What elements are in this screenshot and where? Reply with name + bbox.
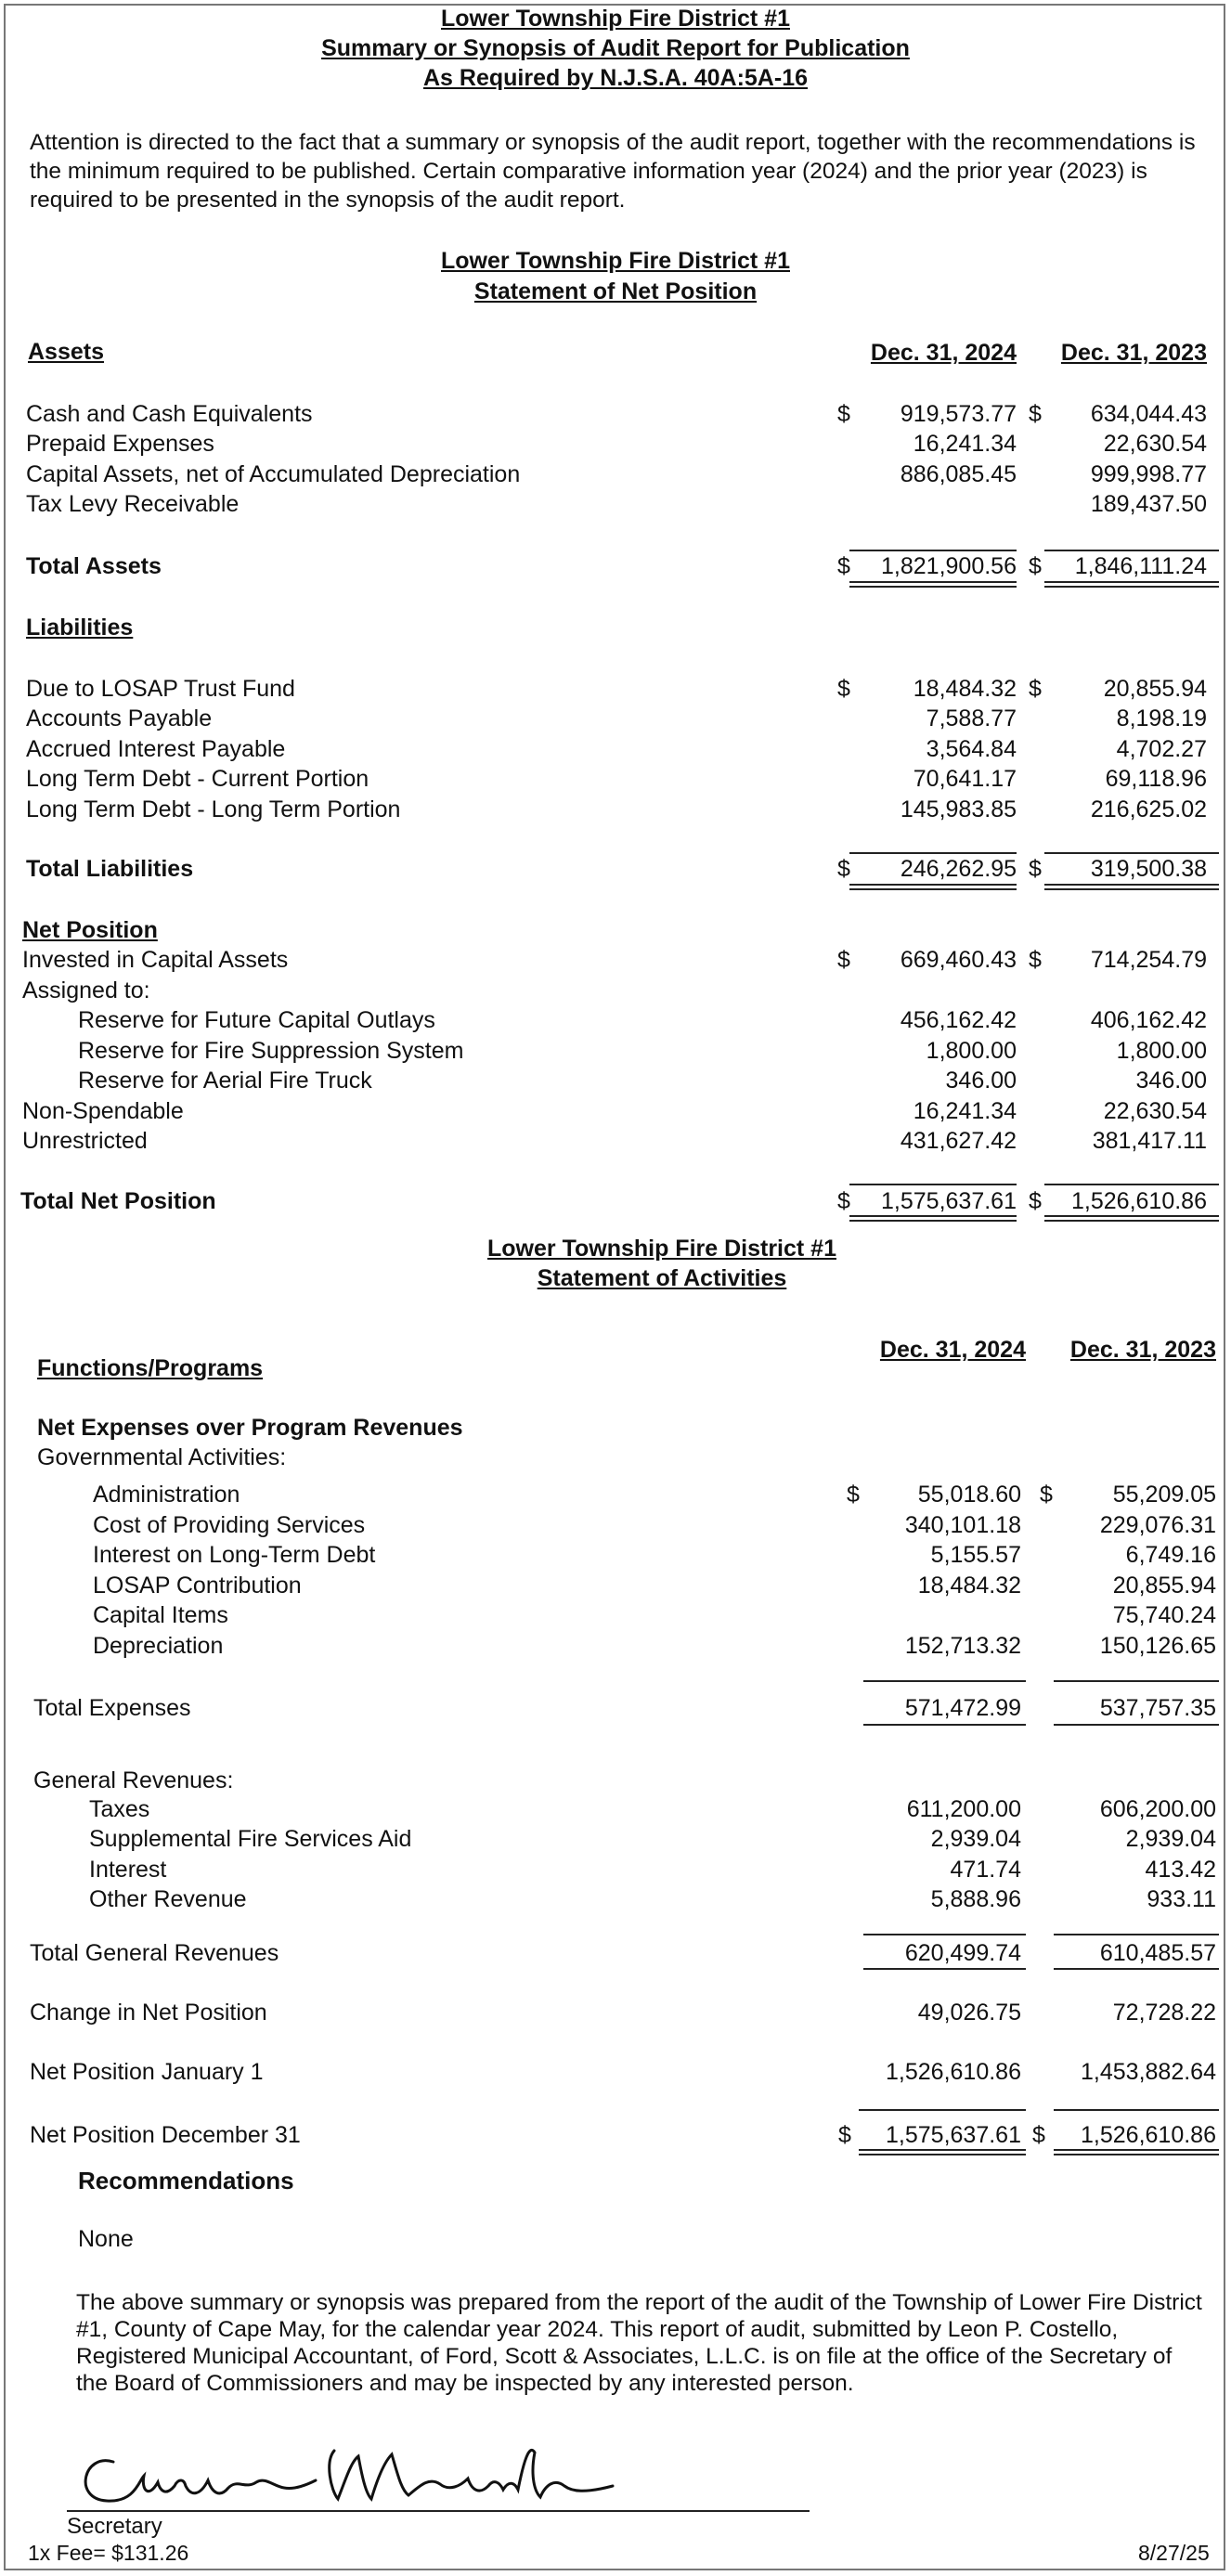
subtotal-rule [863, 1968, 1026, 1970]
expense-row-label: LOSAP Contribution [93, 1573, 302, 1599]
double-underline [1044, 586, 1219, 588]
snp-title: Lower Township Fire District #1 [441, 248, 790, 274]
net-position-row-value-2024: 456,162.42 [900, 1007, 1017, 1033]
subtotal-rule [859, 2109, 1026, 2111]
net-position-row-value-2023: 714,254.79 [1090, 947, 1207, 973]
expense-row-label: Administration [93, 1482, 240, 1508]
asset-row-value-2023: 189,437.50 [1090, 491, 1207, 517]
secretary-label: Secretary [67, 2514, 162, 2539]
soa-title: Lower Township Fire District #1 [487, 1236, 836, 1262]
liability-row-value-2023: 69,118.96 [1105, 766, 1207, 792]
asset-row-label: Prepaid Expenses [26, 431, 214, 457]
revenue-row-value-2024: 611,200.00 [906, 1796, 1021, 1822]
asset-row-label: Cash and Cash Equivalents [26, 401, 313, 427]
liability-row-value-2023: 4,702.27 [1116, 736, 1207, 762]
subtotal-rule [1044, 550, 1219, 551]
general-revenues-heading: General Revenues: [33, 1767, 234, 1793]
header-subtitle: Summary or Synopsis of Audit Report for Publication [321, 35, 910, 61]
net-position-row-label: Assigned to: [22, 977, 150, 1003]
revenue-row-value-2024: 471.74 [950, 1857, 1021, 1883]
net-expenses-heading: Net Expenses over Program Revenues [37, 1415, 463, 1441]
total-net-position-value-2024: 1,575,637.61 [881, 1188, 1017, 1214]
double-underline [849, 581, 1017, 583]
expense-row-value-2023: 20,855.94 [1112, 1573, 1216, 1599]
total-general-revenues-value-2023: 610,485.57 [1099, 1940, 1216, 1966]
expense-row-value-2023: 6,749.16 [1125, 1542, 1216, 1568]
liability-row-value-2024: 70,641.17 [913, 766, 1017, 792]
net-position-row-value-2024: 669,460.43 [900, 947, 1017, 973]
net-position-row-value-2023: 22,630.54 [1103, 1098, 1207, 1124]
total-general-revenues-value-2024: 620,499.74 [904, 1940, 1021, 1966]
net-position-december-value-2024: 1,575,637.61 [886, 2122, 1021, 2148]
liability-row-label: Long Term Debt - Current Portion [26, 766, 369, 792]
dollar-sign: $ [1029, 401, 1042, 427]
signature-line [67, 2510, 810, 2512]
double-underline [849, 586, 1017, 588]
asset-row-value-2023: 999,998.77 [1090, 461, 1207, 487]
liability-row-value-2024: 3,564.84 [926, 736, 1017, 762]
revenue-row-label: Supplemental Fire Services Aid [89, 1826, 412, 1852]
assets-heading: Assets [28, 339, 104, 365]
revenue-row-value-2024: 5,888.96 [930, 1886, 1021, 1912]
subtotal-rule [849, 852, 1017, 854]
net-position-january-value-2024: 1,526,610.86 [886, 2059, 1021, 2085]
dollar-sign: $ [1029, 947, 1042, 973]
double-underline [859, 2154, 1026, 2155]
revenue-row-value-2024: 2,939.04 [930, 1826, 1021, 1852]
expense-row-value-2023: 55,209.05 [1112, 1482, 1216, 1508]
subtotal-rule [1044, 1184, 1219, 1185]
total-expenses-value-2023: 537,757.35 [1099, 1695, 1216, 1721]
header-title: Lower Township Fire District #1 [441, 6, 790, 32]
functions-heading: Functions/Programs [37, 1355, 264, 1381]
dollar-sign: $ [1029, 553, 1042, 579]
liability-row-label: Accounts Payable [26, 705, 213, 731]
dollar-sign: $ [838, 2122, 851, 2148]
dollar-sign: $ [837, 401, 850, 427]
net-position-december-value-2023: 1,526,610.86 [1081, 2122, 1216, 2148]
net-position-heading: Net Position [22, 917, 158, 943]
net-position-row-value-2024: 431,627.42 [900, 1128, 1017, 1154]
recommendations-text: None [78, 2226, 134, 2252]
expense-row-label: Depreciation [93, 1633, 224, 1659]
total-assets-label: Total Assets [26, 553, 162, 579]
net-position-row-value-2023: 346.00 [1135, 1068, 1207, 1094]
double-underline [1044, 581, 1219, 583]
net-position-row-value-2024: 1,800.00 [926, 1038, 1017, 1064]
total-expenses-label: Total Expenses [33, 1695, 191, 1721]
expense-row-label: Interest on Long-Term Debt [93, 1542, 376, 1568]
col-header-2023: Dec. 31, 2023 [1060, 340, 1207, 366]
expense-row-value-2024: 55,018.60 [917, 1482, 1021, 1508]
liability-row-value-2023: 8,198.19 [1116, 705, 1207, 731]
net-position-december-label: Net Position December 31 [30, 2122, 301, 2148]
liability-row-value-2023: 20,855.94 [1103, 676, 1207, 702]
net-position-row-value-2023: 1,800.00 [1116, 1038, 1207, 1064]
subtotal-rule [1054, 1724, 1219, 1726]
col-header-2024: Dec. 31, 2024 [870, 340, 1017, 366]
net-position-row-value-2023: 406,162.42 [1090, 1007, 1207, 1033]
double-underline [1054, 2154, 1219, 2155]
dollar-sign: $ [837, 676, 850, 702]
handwritten-signature [56, 2425, 650, 2518]
double-underline [1044, 884, 1219, 886]
net-position-row-label: Invested in Capital Assets [22, 947, 289, 973]
subtotal-rule [1054, 1934, 1219, 1935]
subtotal-rule [849, 1184, 1017, 1185]
total-liabilities-value-2024: 246,262.95 [900, 856, 1017, 882]
expense-row-value-2024: 340,101.18 [904, 1512, 1021, 1538]
double-underline [1054, 2149, 1219, 2151]
net-position-row-value-2023: 381,417.11 [1092, 1128, 1207, 1154]
dollar-sign: $ [1040, 1482, 1053, 1508]
net-position-row-label: Reserve for Future Capital Outlays [78, 1007, 435, 1033]
net-position-row-label: Reserve for Aerial Fire Truck [78, 1068, 372, 1094]
dollar-sign: $ [1032, 2122, 1045, 2148]
asset-row-value-2024: 886,085.45 [900, 461, 1017, 487]
double-underline [1044, 888, 1219, 890]
double-underline [859, 2149, 1026, 2151]
expense-row-value-2023: 150,126.65 [1099, 1633, 1216, 1659]
subtotal-rule [863, 1934, 1026, 1935]
recommendations-heading: Recommendations [78, 2167, 294, 2194]
double-underline [1044, 1220, 1219, 1222]
expense-row-value-2024: 5,155.57 [930, 1542, 1021, 1568]
intro-paragraph: Attention is directed to the fact that a summary or synopsis of the audit report, together with the recommendations is the minimum required to be published. Certain comparative information year (2024) and the prior year (2023) is required to be presented in the synopsis of the audit report. [30, 130, 1196, 213]
change-in-net-position-value-2023: 72,728.22 [1112, 2000, 1216, 2026]
revenue-row-value-2023: 2,939.04 [1125, 1826, 1216, 1852]
net-position-row-value-2024: 346.00 [945, 1068, 1017, 1094]
expense-row-value-2024: 152,713.32 [904, 1633, 1021, 1659]
dollar-sign: $ [1029, 676, 1042, 702]
liability-row-label: Long Term Debt - Long Term Portion [26, 796, 401, 822]
expense-row-value-2023: 75,740.24 [1112, 1602, 1216, 1628]
change-in-net-position-label: Change in Net Position [30, 2000, 267, 2026]
net-position-january-value-2023: 1,453,882.64 [1081, 2059, 1216, 2085]
asset-row-value-2024: 919,573.77 [900, 401, 1017, 427]
dollar-sign: $ [837, 1188, 850, 1214]
dollar-sign: $ [1029, 856, 1042, 882]
subtotal-rule [1054, 1968, 1219, 1970]
asset-row-value-2023: 22,630.54 [1103, 431, 1207, 457]
subtotal-rule [1044, 852, 1219, 854]
double-underline [849, 884, 1017, 886]
header-statute: As Required by N.J.S.A. 40A:5A-16 [422, 65, 808, 91]
expense-row-label: Cost of Providing Services [93, 1512, 366, 1538]
expense-row-label: Capital Items [93, 1602, 228, 1628]
expense-row-value-2023: 229,076.31 [1099, 1512, 1216, 1538]
liability-row-label: Accrued Interest Payable [26, 736, 286, 762]
dollar-sign: $ [837, 856, 850, 882]
revenue-row-value-2023: 413.42 [1145, 1857, 1216, 1883]
change-in-net-position-value-2024: 49,026.75 [917, 2000, 1021, 2026]
liability-row-value-2024: 18,484.32 [913, 676, 1017, 702]
soa-col-header-2023: Dec. 31, 2023 [1069, 1337, 1216, 1363]
asset-row-value-2024: 16,241.34 [913, 431, 1017, 457]
liability-row-value-2024: 145,983.85 [900, 796, 1017, 822]
snp-subtitle: Statement of Net Position [473, 278, 758, 304]
subtotal-rule [863, 1680, 1026, 1682]
total-liabilities-value-2023: 319,500.38 [1090, 856, 1207, 882]
asset-row-label: Capital Assets, net of Accumulated Depreciation [26, 461, 521, 487]
net-position-row-label: Unrestricted [22, 1128, 148, 1154]
revenue-row-value-2023: 606,200.00 [1099, 1796, 1216, 1822]
expense-row-value-2024: 18,484.32 [917, 1573, 1021, 1599]
subtotal-rule [849, 550, 1017, 551]
total-assets-value-2023: 1,846,111.24 [1074, 553, 1207, 579]
net-position-row-label: Non-Spendable [22, 1098, 184, 1124]
liability-row-value-2024: 7,588.77 [926, 705, 1017, 731]
double-underline [849, 888, 1017, 890]
revenue-row-value-2023: 933.11 [1147, 1886, 1216, 1912]
soa-col-header-2024: Dec. 31, 2024 [879, 1337, 1026, 1363]
subtotal-rule [1054, 2109, 1219, 2111]
governmental-activities-heading: Governmental Activities: [37, 1444, 287, 1470]
net-position-row-value-2024: 16,241.34 [913, 1098, 1017, 1124]
liabilities-heading: Liabilities [26, 615, 134, 641]
total-expenses-value-2024: 571,472.99 [904, 1695, 1021, 1721]
revenue-row-label: Interest [89, 1857, 167, 1883]
dollar-sign: $ [847, 1482, 860, 1508]
double-underline [849, 1220, 1017, 1222]
double-underline [1044, 1215, 1219, 1217]
publication-fee: 1x Fee= $131.26 [28, 2541, 189, 2565]
subtotal-rule [863, 1724, 1026, 1726]
net-position-january-label: Net Position January 1 [30, 2059, 264, 2085]
dollar-sign: $ [837, 553, 850, 579]
soa-subtitle: Statement of Activities [537, 1265, 787, 1291]
double-underline [849, 1215, 1017, 1217]
closing-paragraph: The above summary or synopsis was prepared from the report of the audit of the Township of Lower Fire District #1, County of Cape May, for the calendar year 2024. This report of audit, submitted by Leon P. Costello, Registered Municipal Accountant, of Ford, Scott & Associates, L.L.C. is on file at the office of the Secretary of the Board of Commissioners and may be inspected by any interested person. [76, 2290, 1202, 2396]
net-position-row-label: Reserve for Fire Suppression System [78, 1038, 464, 1064]
total-liabilities-label: Total Liabilities [26, 856, 194, 882]
asset-row-value-2023: 634,044.43 [1090, 401, 1207, 427]
publication-date: 8/27/25 [1138, 2541, 1210, 2565]
total-general-revenues-label: Total General Revenues [30, 1940, 279, 1966]
liability-row-label: Due to LOSAP Trust Fund [26, 676, 295, 702]
subtotal-rule [1054, 1680, 1219, 1682]
revenue-row-label: Other Revenue [89, 1886, 247, 1912]
liability-row-value-2023: 216,625.02 [1090, 796, 1207, 822]
total-assets-value-2024: 1,821,900.56 [881, 553, 1017, 579]
total-net-position-value-2023: 1,526,610.86 [1071, 1188, 1207, 1214]
asset-row-label: Tax Levy Receivable [26, 491, 240, 517]
total-net-position-label: Total Net Position [20, 1188, 216, 1214]
dollar-sign: $ [837, 947, 850, 973]
dollar-sign: $ [1029, 1188, 1042, 1214]
revenue-row-label: Taxes [89, 1796, 150, 1822]
